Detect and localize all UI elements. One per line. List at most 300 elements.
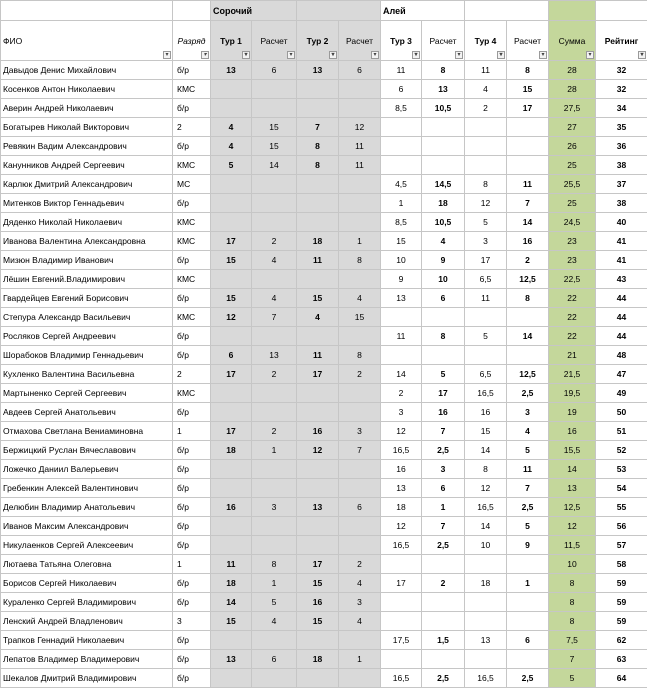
cell-raschet4[interactable] xyxy=(507,308,549,327)
cell-tur1[interactable] xyxy=(211,99,252,118)
cell-tur2[interactable]: 16 xyxy=(297,593,339,612)
cell-name[interactable]: Гвардейцев Евгений Борисович xyxy=(1,289,173,308)
cell-rank[interactable]: б/р xyxy=(173,593,211,612)
cell-raschet3[interactable]: 2 xyxy=(422,574,465,593)
cell-tur4[interactable]: 11 xyxy=(465,289,507,308)
cell-raschet4[interactable] xyxy=(507,555,549,574)
cell-raschet4[interactable]: 11 xyxy=(507,175,549,194)
cell-raschet4[interactable]: 7 xyxy=(507,194,549,213)
cell-tur1[interactable] xyxy=(211,213,252,232)
cell-raschet2[interactable] xyxy=(339,213,381,232)
cell-raschet1[interactable]: 7 xyxy=(252,308,297,327)
cell-raschet3[interactable] xyxy=(422,650,465,669)
cell-raschet1[interactable]: 14 xyxy=(252,156,297,175)
cell-tur3[interactable]: 15 xyxy=(381,232,422,251)
cell-reyting[interactable]: 43 xyxy=(596,270,647,289)
cell-summa[interactable]: 27 xyxy=(549,118,596,137)
cell-summa[interactable]: 25,5 xyxy=(549,175,596,194)
cell-tur1[interactable]: 4 xyxy=(211,137,252,156)
cell-tur4[interactable]: 14 xyxy=(465,517,507,536)
cell-raschet4[interactable] xyxy=(507,346,549,365)
cell-tur1[interactable]: 15 xyxy=(211,289,252,308)
cell-rank[interactable]: 3 xyxy=(173,612,211,631)
cell-summa[interactable]: 21 xyxy=(549,346,596,365)
cell-tur3[interactable] xyxy=(381,346,422,365)
cell-raschet3[interactable]: 7 xyxy=(422,422,465,441)
cell-raschet3[interactable]: 6 xyxy=(422,289,465,308)
cell-name[interactable]: Росляков Сергей Андреевич xyxy=(1,327,173,346)
cell-raschet3[interactable] xyxy=(422,555,465,574)
empty-cell[interactable] xyxy=(1,1,173,21)
cell-summa[interactable]: 27,5 xyxy=(549,99,596,118)
cell-tur3[interactable]: 12 xyxy=(381,422,422,441)
cell-name[interactable]: Делюбин Владимир Анатольевич xyxy=(1,498,173,517)
cell-rank[interactable]: б/р xyxy=(173,574,211,593)
cell-tur3[interactable]: 13 xyxy=(381,479,422,498)
cell-reyting[interactable]: 40 xyxy=(596,213,647,232)
cell-raschet2[interactable] xyxy=(339,327,381,346)
cell-tur3[interactable]: 14 xyxy=(381,365,422,384)
cell-raschet2[interactable] xyxy=(339,403,381,422)
cell-reyting[interactable]: 35 xyxy=(596,118,647,137)
cell-raschet1[interactable] xyxy=(252,80,297,99)
cell-raschet1[interactable] xyxy=(252,669,297,688)
cell-raschet1[interactable] xyxy=(252,403,297,422)
cell-raschet3[interactable]: 3 xyxy=(422,460,465,479)
header-raschet3[interactable]: Расчет ▾ xyxy=(422,21,465,61)
cell-name[interactable]: Иванов Максим Александрович xyxy=(1,517,173,536)
cell-tur3[interactable]: 3 xyxy=(381,403,422,422)
cell-raschet1[interactable] xyxy=(252,99,297,118)
cell-raschet4[interactable]: 16 xyxy=(507,232,549,251)
cell-raschet3[interactable]: 7 xyxy=(422,517,465,536)
cell-raschet3[interactable] xyxy=(422,346,465,365)
cell-tur4[interactable]: 13 xyxy=(465,631,507,650)
group-sorochiy-cont[interactable] xyxy=(297,1,381,21)
cell-name[interactable]: Шорабоков Владимир Геннадьевич xyxy=(1,346,173,365)
cell-raschet1[interactable]: 4 xyxy=(252,289,297,308)
cell-tur3[interactable]: 2 xyxy=(381,384,422,403)
cell-tur2[interactable]: 4 xyxy=(297,308,339,327)
cell-raschet1[interactable] xyxy=(252,479,297,498)
cell-reyting[interactable]: 32 xyxy=(596,80,647,99)
cell-tur1[interactable]: 6 xyxy=(211,346,252,365)
cell-tur4[interactable]: 2 xyxy=(465,99,507,118)
cell-name[interactable]: Никулаенков Сергей Алексеевич xyxy=(1,536,173,555)
cell-tur1[interactable]: 16 xyxy=(211,498,252,517)
cell-name[interactable]: Отмахова Светлана Вениаминовна xyxy=(1,422,173,441)
cell-rank[interactable]: б/р xyxy=(173,403,211,422)
dropdown-filter-icon[interactable]: ▾ xyxy=(638,51,646,59)
cell-rank[interactable]: б/р xyxy=(173,194,211,213)
dropdown-filter-icon[interactable]: ▾ xyxy=(242,51,250,59)
cell-tur4[interactable]: 16,5 xyxy=(465,669,507,688)
cell-reyting[interactable]: 38 xyxy=(596,156,647,175)
cell-tur3[interactable]: 8,5 xyxy=(381,213,422,232)
cell-tur4[interactable]: 10 xyxy=(465,536,507,555)
cell-raschet3[interactable]: 14,5 xyxy=(422,175,465,194)
cell-raschet1[interactable] xyxy=(252,631,297,650)
cell-name[interactable]: Ленский Андрей Владленович xyxy=(1,612,173,631)
cell-rank[interactable]: КМС xyxy=(173,80,211,99)
cell-tur4[interactable]: 18 xyxy=(465,574,507,593)
cell-tur4[interactable]: 12 xyxy=(465,479,507,498)
cell-raschet2[interactable] xyxy=(339,536,381,555)
cell-raschet3[interactable]: 10 xyxy=(422,270,465,289)
cell-tur1[interactable]: 17 xyxy=(211,365,252,384)
header-reyting[interactable]: Рейтинг ▾ xyxy=(596,21,647,61)
cell-reyting[interactable]: 62 xyxy=(596,631,647,650)
cell-raschet3[interactable]: 5 xyxy=(422,365,465,384)
cell-tur3[interactable]: 16 xyxy=(381,460,422,479)
cell-tur3[interactable] xyxy=(381,156,422,175)
cell-raschet2[interactable]: 8 xyxy=(339,346,381,365)
cell-tur3[interactable]: 6 xyxy=(381,80,422,99)
empty-cell[interactable] xyxy=(596,1,647,21)
cell-raschet2[interactable]: 4 xyxy=(339,574,381,593)
dropdown-filter-icon[interactable]: ▾ xyxy=(329,51,337,59)
cell-rank[interactable]: КМС xyxy=(173,232,211,251)
cell-tur2[interactable]: 13 xyxy=(297,61,339,80)
cell-raschet1[interactable] xyxy=(252,384,297,403)
cell-raschet3[interactable]: 1,5 xyxy=(422,631,465,650)
cell-raschet1[interactable]: 1 xyxy=(252,441,297,460)
cell-tur2[interactable]: 7 xyxy=(297,118,339,137)
cell-tur2[interactable] xyxy=(297,536,339,555)
cell-raschet4[interactable]: 6 xyxy=(507,631,549,650)
cell-raschet3[interactable]: 2,5 xyxy=(422,669,465,688)
dropdown-filter-icon[interactable]: ▾ xyxy=(371,51,379,59)
cell-tur4[interactable]: 5 xyxy=(465,213,507,232)
cell-raschet3[interactable]: 1 xyxy=(422,498,465,517)
cell-tur2[interactable] xyxy=(297,460,339,479)
cell-raschet4[interactable]: 8 xyxy=(507,61,549,80)
cell-reyting[interactable]: 54 xyxy=(596,479,647,498)
cell-rank[interactable]: КМС xyxy=(173,213,211,232)
cell-raschet3[interactable]: 4 xyxy=(422,232,465,251)
cell-summa[interactable]: 22,5 xyxy=(549,270,596,289)
cell-raschet2[interactable]: 7 xyxy=(339,441,381,460)
cell-summa[interactable]: 11,5 xyxy=(549,536,596,555)
cell-raschet1[interactable]: 15 xyxy=(252,137,297,156)
cell-raschet3[interactable] xyxy=(422,137,465,156)
cell-reyting[interactable]: 44 xyxy=(596,289,647,308)
cell-raschet3[interactable] xyxy=(422,156,465,175)
cell-reyting[interactable]: 56 xyxy=(596,517,647,536)
cell-raschet3[interactable]: 8 xyxy=(422,327,465,346)
header-tur1[interactable]: Тур 1 ▾ xyxy=(211,21,252,61)
cell-rank[interactable]: б/р xyxy=(173,346,211,365)
cell-tur4[interactable]: 15 xyxy=(465,422,507,441)
header-raschet1[interactable]: Расчет ▾ xyxy=(252,21,297,61)
cell-tur4[interactable]: 16,5 xyxy=(465,498,507,517)
cell-rank[interactable]: КМС xyxy=(173,270,211,289)
cell-name[interactable]: Лютаева Татьяна Олеговна xyxy=(1,555,173,574)
cell-raschet1[interactable]: 2 xyxy=(252,422,297,441)
cell-raschet3[interactable]: 8 xyxy=(422,61,465,80)
dropdown-filter-icon[interactable]: ▾ xyxy=(412,51,420,59)
cell-reyting[interactable]: 34 xyxy=(596,99,647,118)
cell-reyting[interactable]: 44 xyxy=(596,308,647,327)
cell-raschet4[interactable]: 3 xyxy=(507,403,549,422)
cell-raschet2[interactable] xyxy=(339,460,381,479)
cell-tur3[interactable]: 16,5 xyxy=(381,441,422,460)
cell-raschet1[interactable] xyxy=(252,460,297,479)
cell-rank[interactable]: б/р xyxy=(173,536,211,555)
cell-raschet2[interactable]: 8 xyxy=(339,251,381,270)
cell-tur2[interactable]: 18 xyxy=(297,650,339,669)
cell-reyting[interactable]: 63 xyxy=(596,650,647,669)
cell-rank[interactable]: б/р xyxy=(173,460,211,479)
cell-reyting[interactable]: 55 xyxy=(596,498,647,517)
cell-raschet4[interactable]: 17 xyxy=(507,99,549,118)
cell-summa[interactable]: 22 xyxy=(549,308,596,327)
cell-rank[interactable]: 2 xyxy=(173,365,211,384)
cell-tur2[interactable]: 11 xyxy=(297,346,339,365)
cell-summa[interactable]: 19,5 xyxy=(549,384,596,403)
cell-rank[interactable]: б/р xyxy=(173,251,211,270)
cell-tur1[interactable] xyxy=(211,460,252,479)
cell-tur4[interactable] xyxy=(465,612,507,631)
cell-tur4[interactable] xyxy=(465,555,507,574)
cell-tur2[interactable] xyxy=(297,99,339,118)
cell-reyting[interactable]: 52 xyxy=(596,441,647,460)
cell-raschet1[interactable] xyxy=(252,213,297,232)
cell-tur4[interactable] xyxy=(465,137,507,156)
cell-tur1[interactable] xyxy=(211,194,252,213)
cell-tur3[interactable]: 4,5 xyxy=(381,175,422,194)
cell-raschet1[interactable]: 6 xyxy=(252,650,297,669)
cell-rank[interactable]: б/р xyxy=(173,517,211,536)
cell-summa[interactable]: 13 xyxy=(549,479,596,498)
cell-summa[interactable]: 22 xyxy=(549,289,596,308)
cell-raschet2[interactable] xyxy=(339,517,381,536)
cell-tur1[interactable]: 12 xyxy=(211,308,252,327)
cell-rank[interactable]: КМС xyxy=(173,384,211,403)
cell-raschet1[interactable]: 4 xyxy=(252,251,297,270)
cell-reyting[interactable]: 41 xyxy=(596,232,647,251)
cell-tur2[interactable] xyxy=(297,270,339,289)
cell-summa[interactable]: 25 xyxy=(549,156,596,175)
cell-raschet4[interactable]: 4 xyxy=(507,422,549,441)
cell-raschet2[interactable] xyxy=(339,384,381,403)
cell-reyting[interactable]: 58 xyxy=(596,555,647,574)
cell-raschet2[interactable]: 11 xyxy=(339,137,381,156)
cell-rank[interactable]: 1 xyxy=(173,555,211,574)
cell-tur2[interactable]: 18 xyxy=(297,232,339,251)
cell-tur4[interactable]: 16 xyxy=(465,403,507,422)
cell-tur3[interactable] xyxy=(381,308,422,327)
cell-raschet1[interactable] xyxy=(252,194,297,213)
cell-tur4[interactable]: 11 xyxy=(465,61,507,80)
cell-raschet4[interactable] xyxy=(507,137,549,156)
cell-tur1[interactable]: 13 xyxy=(211,61,252,80)
cell-raschet4[interactable]: 14 xyxy=(507,213,549,232)
cell-name[interactable]: Степура Александр Васильевич xyxy=(1,308,173,327)
dropdown-filter-icon[interactable]: ▾ xyxy=(201,51,209,59)
cell-tur3[interactable]: 9 xyxy=(381,270,422,289)
header-raschet2[interactable]: Расчет ▾ xyxy=(339,21,381,61)
header-tur2[interactable]: Тур 2 ▾ xyxy=(297,21,339,61)
cell-tur1[interactable] xyxy=(211,384,252,403)
cell-raschet2[interactable]: 15 xyxy=(339,308,381,327)
cell-tur3[interactable]: 12 xyxy=(381,517,422,536)
cell-name[interactable]: Шекалов Дмитрий Владимирович xyxy=(1,669,173,688)
cell-tur1[interactable] xyxy=(211,403,252,422)
cell-raschet1[interactable]: 1 xyxy=(252,574,297,593)
cell-raschet2[interactable]: 1 xyxy=(339,232,381,251)
cell-reyting[interactable]: 47 xyxy=(596,365,647,384)
cell-tur1[interactable]: 18 xyxy=(211,574,252,593)
cell-raschet3[interactable] xyxy=(422,118,465,137)
cell-tur4[interactable]: 14 xyxy=(465,441,507,460)
cell-raschet2[interactable]: 6 xyxy=(339,498,381,517)
cell-reyting[interactable]: 48 xyxy=(596,346,647,365)
cell-tur2[interactable]: 13 xyxy=(297,498,339,517)
cell-raschet2[interactable] xyxy=(339,270,381,289)
cell-raschet3[interactable]: 18 xyxy=(422,194,465,213)
cell-tur2[interactable] xyxy=(297,384,339,403)
cell-rank[interactable]: б/р xyxy=(173,631,211,650)
cell-rank[interactable]: б/р xyxy=(173,99,211,118)
cell-name[interactable]: Богатырев Николай Викторович xyxy=(1,118,173,137)
cell-name[interactable]: Авдеев Сергей Анатольевич xyxy=(1,403,173,422)
cell-tur4[interactable]: 8 xyxy=(465,460,507,479)
cell-raschet2[interactable] xyxy=(339,669,381,688)
cell-raschet1[interactable]: 2 xyxy=(252,232,297,251)
cell-reyting[interactable]: 32 xyxy=(596,61,647,80)
cell-tur2[interactable] xyxy=(297,517,339,536)
dropdown-filter-icon[interactable]: ▾ xyxy=(455,51,463,59)
dropdown-filter-icon[interactable]: ▾ xyxy=(539,51,547,59)
cell-raschet2[interactable] xyxy=(339,175,381,194)
cell-tur3[interactable]: 16,5 xyxy=(381,669,422,688)
cell-tur1[interactable]: 15 xyxy=(211,251,252,270)
cell-tur4[interactable]: 3 xyxy=(465,232,507,251)
cell-tur1[interactable]: 17 xyxy=(211,422,252,441)
cell-raschet4[interactable] xyxy=(507,650,549,669)
cell-tur2[interactable]: 15 xyxy=(297,612,339,631)
cell-name[interactable]: Канунников Андрей Сергеевич xyxy=(1,156,173,175)
cell-summa[interactable]: 12,5 xyxy=(549,498,596,517)
cell-tur3[interactable]: 11 xyxy=(381,61,422,80)
cell-raschet3[interactable]: 2,5 xyxy=(422,536,465,555)
cell-rank[interactable]: б/р xyxy=(173,289,211,308)
cell-tur2[interactable] xyxy=(297,669,339,688)
cell-tur4[interactable]: 16,5 xyxy=(465,384,507,403)
cell-tur3[interactable]: 11 xyxy=(381,327,422,346)
cell-name[interactable]: Лёшин Евгений.Владимирович xyxy=(1,270,173,289)
cell-raschet4[interactable]: 5 xyxy=(507,517,549,536)
cell-raschet3[interactable]: 6 xyxy=(422,479,465,498)
cell-raschet4[interactable]: 9 xyxy=(507,536,549,555)
cell-name[interactable]: Ложечко Даниил Валерьевич xyxy=(1,460,173,479)
cell-summa[interactable]: 16 xyxy=(549,422,596,441)
cell-summa[interactable]: 7 xyxy=(549,650,596,669)
cell-raschet3[interactable]: 13 xyxy=(422,80,465,99)
cell-rank[interactable]: б/р xyxy=(173,137,211,156)
cell-raschet3[interactable]: 10,5 xyxy=(422,99,465,118)
cell-raschet1[interactable] xyxy=(252,327,297,346)
cell-tur3[interactable] xyxy=(381,118,422,137)
cell-name[interactable]: Бержицкий Руслан Вячеславович xyxy=(1,441,173,460)
cell-tur1[interactable] xyxy=(211,479,252,498)
cell-raschet3[interactable] xyxy=(422,308,465,327)
cell-tur1[interactable] xyxy=(211,517,252,536)
cell-name[interactable]: Иванова Валентина Александровна xyxy=(1,232,173,251)
cell-raschet1[interactable]: 8 xyxy=(252,555,297,574)
cell-name[interactable]: Карлюк Дмитрий Александрович xyxy=(1,175,173,194)
cell-reyting[interactable]: 53 xyxy=(596,460,647,479)
cell-tur2[interactable] xyxy=(297,403,339,422)
cell-rank[interactable]: КМС xyxy=(173,156,211,175)
group-aley[interactable]: Алей xyxy=(381,1,465,21)
dropdown-filter-icon[interactable]: ▾ xyxy=(163,51,171,59)
cell-rank[interactable]: 1 xyxy=(173,422,211,441)
cell-tur3[interactable]: 18 xyxy=(381,498,422,517)
cell-raschet4[interactable]: 2,5 xyxy=(507,498,549,517)
cell-raschet4[interactable]: 12,5 xyxy=(507,365,549,384)
cell-summa[interactable]: 23 xyxy=(549,232,596,251)
cell-name[interactable]: Гребенкин Алексей Валентинович xyxy=(1,479,173,498)
cell-tur2[interactable]: 8 xyxy=(297,137,339,156)
cell-summa[interactable]: 28 xyxy=(549,61,596,80)
cell-name[interactable]: Мартыненко Сергей Сергеевич xyxy=(1,384,173,403)
cell-tur3[interactable]: 10 xyxy=(381,251,422,270)
cell-tur2[interactable] xyxy=(297,175,339,194)
cell-rank[interactable]: б/р xyxy=(173,498,211,517)
cell-raschet1[interactable] xyxy=(252,517,297,536)
cell-rank[interactable]: б/р xyxy=(173,650,211,669)
cell-rank[interactable]: б/р xyxy=(173,61,211,80)
cell-tur2[interactable] xyxy=(297,479,339,498)
cell-summa[interactable]: 24,5 xyxy=(549,213,596,232)
dropdown-filter-icon[interactable]: ▾ xyxy=(287,51,295,59)
cell-tur3[interactable]: 17 xyxy=(381,574,422,593)
cell-summa[interactable]: 14 xyxy=(549,460,596,479)
cell-tur4[interactable]: 17 xyxy=(465,251,507,270)
cell-raschet4[interactable]: 14 xyxy=(507,327,549,346)
cell-tur2[interactable]: 17 xyxy=(297,555,339,574)
cell-name[interactable]: Ревякин Вадим Александрович xyxy=(1,137,173,156)
cell-summa[interactable]: 26 xyxy=(549,137,596,156)
cell-raschet4[interactable]: 12,5 xyxy=(507,270,549,289)
cell-raschet1[interactable] xyxy=(252,536,297,555)
cell-name[interactable]: Косенков Антон Николаевич xyxy=(1,80,173,99)
cell-name[interactable]: Трапков Геннадий Николаевич xyxy=(1,631,173,650)
cell-raschet2[interactable] xyxy=(339,99,381,118)
cell-tur1[interactable]: 18 xyxy=(211,441,252,460)
header-razryad[interactable]: Разряд ▾ xyxy=(173,21,211,61)
cell-raschet2[interactable]: 12 xyxy=(339,118,381,137)
cell-tur3[interactable] xyxy=(381,137,422,156)
cell-tur3[interactable]: 16,5 xyxy=(381,536,422,555)
cell-reyting[interactable]: 41 xyxy=(596,251,647,270)
header-tur4[interactable]: Тур 4 ▾ xyxy=(465,21,507,61)
cell-raschet4[interactable]: 8 xyxy=(507,289,549,308)
cell-tur1[interactable] xyxy=(211,536,252,555)
cell-summa[interactable]: 10 xyxy=(549,555,596,574)
cell-raschet2[interactable]: 4 xyxy=(339,289,381,308)
cell-raschet2[interactable] xyxy=(339,194,381,213)
cell-tur1[interactable]: 5 xyxy=(211,156,252,175)
cell-tur2[interactable] xyxy=(297,327,339,346)
dropdown-filter-icon[interactable]: ▾ xyxy=(586,51,594,59)
cell-name[interactable]: Дяденко Николай Николаевич xyxy=(1,213,173,232)
header-raschet4[interactable]: Расчет ▾ xyxy=(507,21,549,61)
cell-raschet4[interactable]: 5 xyxy=(507,441,549,460)
cell-raschet2[interactable] xyxy=(339,631,381,650)
